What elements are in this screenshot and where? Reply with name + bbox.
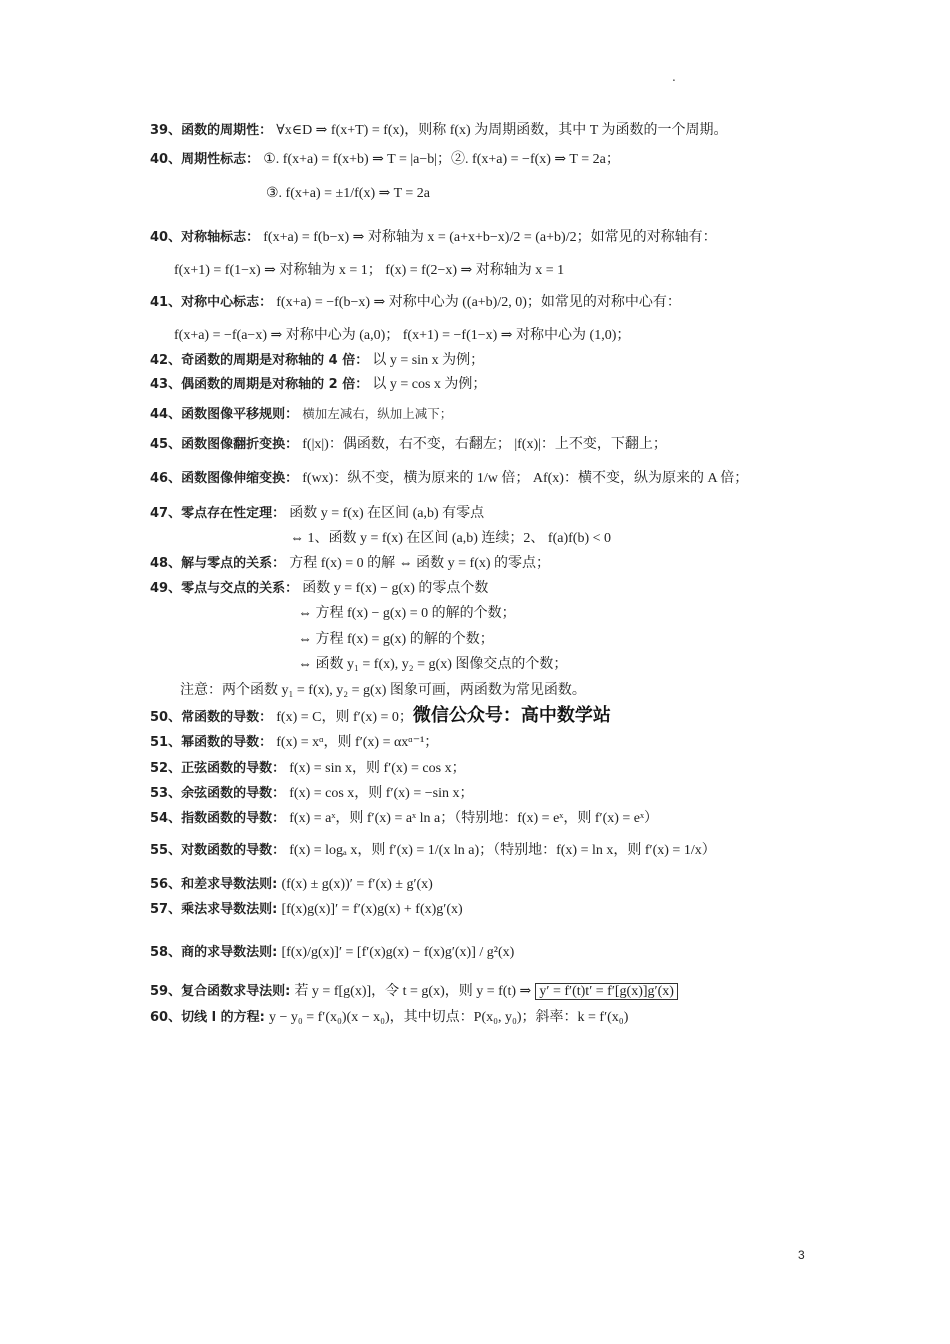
line-55 (150, 843, 716, 859)
line-45 (150, 437, 667, 453)
line-49 (150, 581, 488, 597)
line-56 (150, 877, 433, 893)
item-content: [f(x)/g(x)]′ = [f′(x)g(x) − f(x)g′(x)] / g²(x) (281, 945, 515, 960)
item-content: ③. f(x+a) = ±1/f(x) ⇒ T = 2a (266, 186, 430, 201)
item-content: f(x) = aˣ，则 f′(x) = aˣ ln a；（特别地：f(x) = eˣ，则 f′(x) = eˣ） (289, 811, 659, 826)
line-53 (150, 786, 473, 802)
line-46 (150, 471, 748, 487)
item-label: 复合函数求导法则: (181, 984, 291, 999)
item-number: 60、 (150, 1010, 182, 1025)
item-number: 46、 (150, 471, 182, 486)
item-content: f(x) = logₐ x，则 f′(x) = 1/(x ln a)；（特别地：f(x) = ln x，则 f′(x) = 1/x） (289, 843, 716, 858)
line-44 (150, 406, 452, 423)
item-content: f(x) = xᵅ，则 f′(x) = αxᵅ⁻¹； (276, 735, 439, 750)
item-number: 49、 (150, 581, 182, 596)
line-47-cont (290, 531, 611, 547)
item-number: 45、 (150, 437, 182, 452)
item-number: 42、 (150, 353, 182, 368)
line-39 (150, 123, 728, 139)
item-content: f(|x|)：偶函数，右不变，右翻左； |f(x)|：上不变，下翻上； (302, 437, 667, 452)
item-number: 51、 (150, 735, 182, 750)
item-number: 58、 (150, 945, 182, 960)
item-label: 幂函数的导数： (181, 735, 273, 750)
item-content: 若 y = f[g(x)]，令 t = g(x)，则 y = f(t) ⇒ (294, 984, 532, 999)
item-label: 函数的周期性： (181, 123, 273, 138)
boxed-formula: y′ = f′(t)t′ = f′[g(x)]g′(x) (535, 983, 678, 1000)
line-51 (150, 735, 438, 751)
line-59 (150, 984, 678, 1000)
item-label: 函数图像平移规则： (181, 407, 299, 422)
item-content: 方程 f(x) = 0 的解 ⇔ 函数 y = f(x) 的零点； (289, 556, 551, 571)
item-content: ⇔ 函数 y₁ = f(x), y₂ = g(x) 图像交点的个数； (298, 657, 568, 672)
item-content: (f(x) ± g(x))′ = f′(x) ± g′(x) (281, 877, 433, 892)
line-60 (150, 1010, 628, 1026)
item-label: 函数图像翻折变换： (181, 437, 299, 452)
item-content: f(x) = sin x，则 f′(x) = cos x； (289, 761, 466, 776)
item-label: 对称轴标志： (181, 230, 260, 245)
item-content: f(x+a) = −f(a−x) ⇒ 对称中心为 (a,0)； f(x+1) = −f(1−x) ⇒ 对称中心为 (1,0)； (174, 328, 631, 343)
item-label: 解与零点的关系： (181, 556, 286, 571)
item-number: 57、 (150, 902, 182, 917)
line-40a (150, 152, 620, 168)
item-content: f(wx)：纵不变，横为原来的 1/w 倍； Af(x)：横不变，纵为原来的 A 倍； (302, 471, 749, 486)
item-label: 奇函数的周期是对称轴的 4 倍： (181, 353, 369, 368)
item-label: 零点与交点的关系： (181, 581, 299, 596)
line-43 (150, 377, 486, 393)
item-number: 39、 (150, 123, 182, 138)
line-57 (150, 902, 463, 918)
item-content: [f(x)g(x)]′ = f′(x)g(x) + f(x)g′(x) (281, 902, 463, 917)
item-label: 偶函数的周期是对称轴的 2 倍： (181, 377, 369, 392)
line-47 (150, 506, 484, 522)
wechat-account-label: 微信公众号：高中数学站 (412, 705, 611, 726)
item-number: 53、 (150, 786, 182, 801)
item-label: 余弦函数的导数： (181, 786, 286, 801)
line-54 (150, 811, 658, 827)
item-label: 切线 l 的方程: (181, 1010, 265, 1025)
item-content: 函数 y = f(x) 在区间 (a,b) 有零点 (289, 506, 485, 521)
item-number: 55、 (150, 843, 182, 858)
item-content: 横加左减右，纵加上减下； (302, 406, 453, 421)
item-content: f(x) = C，则 f′(x) = 0； (276, 710, 413, 725)
top-mark: . (672, 70, 676, 84)
line-40b-cont (174, 263, 564, 279)
item-number: 40、 (150, 230, 182, 245)
item-number: 44、 (150, 407, 182, 422)
item-content: f(x+1) = f(1−x) ⇒ 对称轴为 x = 1； f(x) = f(2−x) ⇒ 对称轴为 x = 1 (174, 263, 565, 278)
line-40a-cont (266, 186, 430, 202)
item-content: ⇔ 方程 f(x) = g(x) 的解的个数； (298, 632, 494, 647)
item-label: 常函数的导数： (181, 710, 273, 725)
item-content: 以 y = sin x 为例； (372, 353, 485, 368)
page-number: 3 (798, 1248, 805, 1262)
item-number: 56、 (150, 877, 182, 892)
item-label: 指数函数的导数： (181, 811, 286, 826)
item-label: 对数函数的导数： (181, 843, 286, 858)
line-49-cont-1 (298, 606, 516, 622)
item-number: 43、 (150, 377, 182, 392)
line-52 (150, 761, 466, 777)
item-content: 注意：两个函数 y₁ = f(x), y₂ = g(x) 图象可画，两函数为常见函数。 (180, 683, 586, 698)
item-label: 周期性标志： (181, 152, 260, 167)
item-label: 对称中心标志： (181, 295, 273, 310)
item-content: 以 y = cos x 为例； (372, 377, 487, 392)
line-42 (150, 353, 484, 369)
line-41-cont (174, 328, 630, 344)
line-41 (150, 295, 681, 311)
item-number: 59、 (150, 984, 182, 999)
item-label: 正弦函数的导数： (181, 761, 286, 776)
item-label: 零点存在性定理： (181, 506, 286, 521)
line-49-note (180, 683, 586, 699)
item-number: 40、 (150, 152, 182, 167)
item-label: 和差求导数法则: (181, 877, 278, 892)
item-label: 商的求导数法则: (181, 945, 278, 960)
item-content: ∀x∈D ⇒ f(x+T) = f(x)，则称 f(x) 为周期函数，其中 T 为函数的一个周期。 (276, 123, 728, 138)
item-number: 50、 (150, 710, 182, 725)
item-content: ⇔ 1、函数 y = f(x) 在区间 (a,b) 连续；2、 f(a)f(b) < 0 (290, 531, 612, 546)
item-content: ⇔ 方程 f(x) − g(x) = 0 的解的个数； (298, 606, 516, 621)
line-49-cont-2 (298, 632, 494, 648)
line-48 (150, 556, 550, 572)
item-label: 函数图像伸缩变换： (181, 471, 299, 486)
item-number: 41、 (150, 295, 182, 310)
item-content: f(x+a) = f(b−x) ⇒ 对称轴为 x = (a+x+b−x)/2 = (a+b)/2；如常见的对称轴有： (263, 230, 717, 245)
item-number: 54、 (150, 811, 182, 826)
item-label: 乘法求导数法则: (181, 902, 278, 917)
line-49-cont-3 (298, 657, 567, 673)
item-content: y − y₀ = f′(x₀)(x − x₀)，其中切点：P(x₀, y₀)；斜率：k = f′(x₀) (268, 1010, 629, 1025)
item-content: f(x+a) = −f(b−x) ⇒ 对称中心为 ((a+b)/2, 0)；如常见的对称中心有： (276, 295, 681, 310)
line-40b (150, 230, 717, 246)
item-content: ①. f(x+a) = f(x+b) ⇒ T = |a−b|；②. f(x+a) = −f(x) ⇒ T = 2a； (263, 152, 620, 167)
item-number: 52、 (150, 761, 182, 776)
item-content: 函数 y = f(x) − g(x) 的零点个数 (302, 581, 489, 596)
item-content: f(x) = cos x，则 f′(x) = −sin x； (289, 786, 474, 801)
line-50 (150, 705, 611, 726)
item-number: 48、 (150, 556, 182, 571)
item-number: 47、 (150, 506, 182, 521)
line-58 (150, 945, 514, 961)
